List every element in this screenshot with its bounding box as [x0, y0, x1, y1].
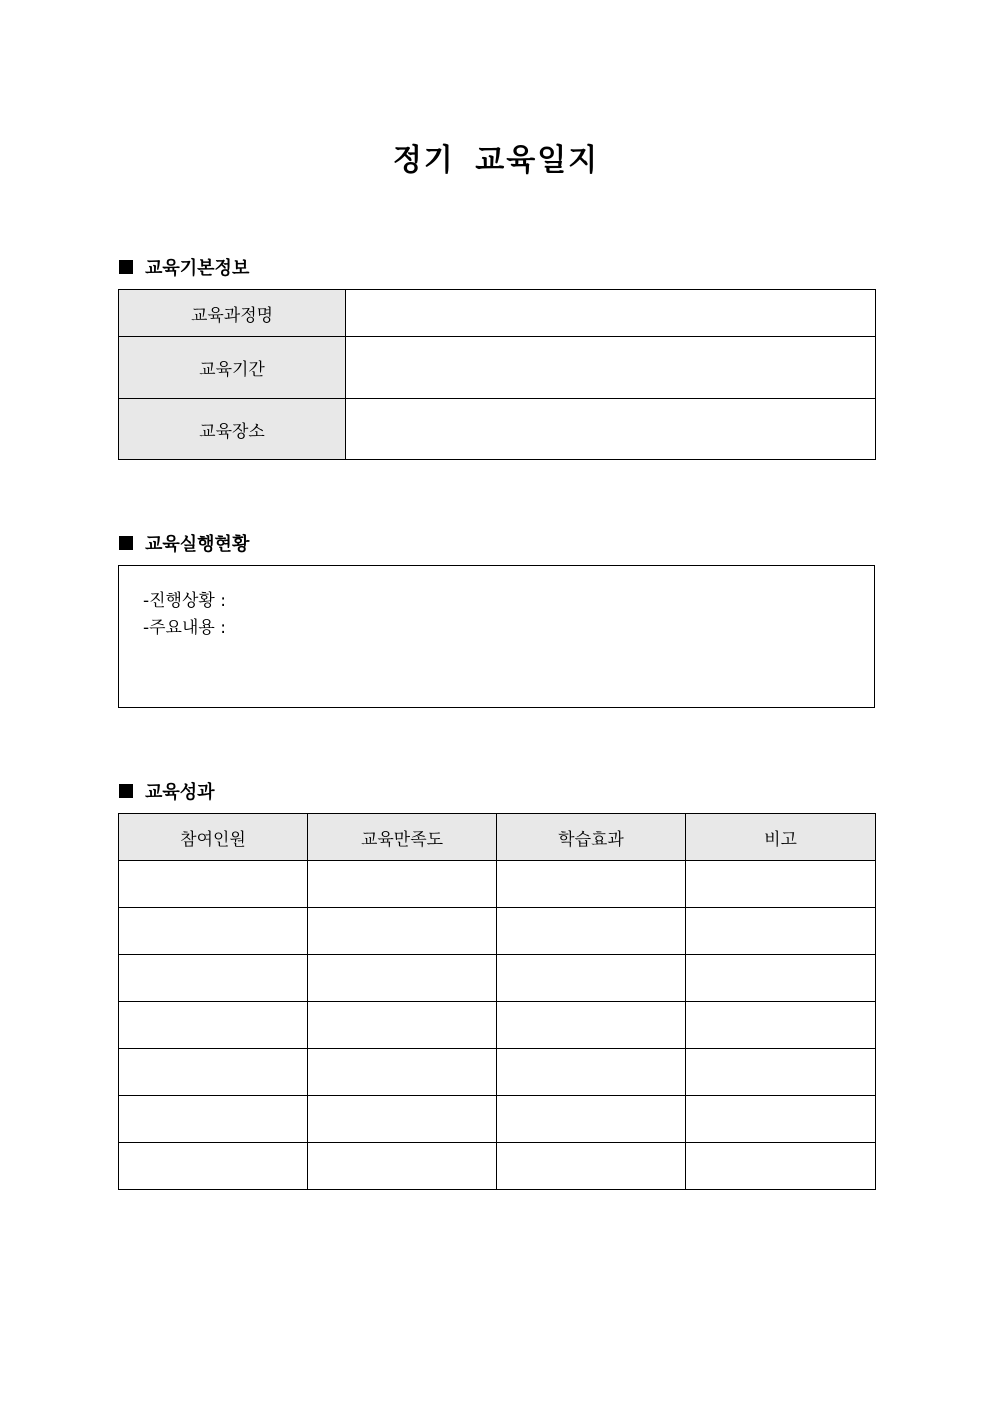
basic-info-row-period: [119, 337, 876, 399]
table-cell[interactable]: [119, 1049, 308, 1096]
basic-info-table: [118, 289, 876, 460]
table-cell[interactable]: [308, 1143, 497, 1190]
table-cell[interactable]: [119, 955, 308, 1002]
table-cell[interactable]: [686, 908, 876, 955]
progress-label: -진행상황 :: [143, 591, 226, 611]
table-cell[interactable]: [497, 861, 686, 908]
table-cell[interactable]: [308, 955, 497, 1002]
table-row: [119, 955, 876, 1002]
column-header-learning-effect: 학습효과: [497, 814, 686, 861]
table-cell[interactable]: [119, 1143, 308, 1190]
table-cell[interactable]: [497, 1143, 686, 1190]
table-cell[interactable]: [686, 1096, 876, 1143]
table-cell[interactable]: [686, 861, 876, 908]
table-row: [119, 1096, 876, 1143]
results-header-row: [119, 814, 876, 861]
table-cell[interactable]: [686, 1049, 876, 1096]
column-header-satisfaction: 교육만족도: [308, 814, 497, 861]
section-heading-label: 교육실행현황: [145, 534, 250, 555]
table-cell[interactable]: [119, 1096, 308, 1143]
table-cell[interactable]: [497, 908, 686, 955]
table-cell[interactable]: [308, 1049, 497, 1096]
basic-info-row-course: [119, 290, 876, 337]
table-row: [119, 1049, 876, 1096]
document-title: 정기 교육일지: [392, 143, 600, 178]
square-bullet-icon: [119, 784, 133, 798]
table-cell[interactable]: [497, 1096, 686, 1143]
table-cell[interactable]: [119, 1002, 308, 1049]
execution-box[interactable]: [118, 565, 875, 708]
square-bullet-icon: [119, 536, 133, 550]
section-heading-label: 교육성과: [145, 782, 215, 803]
period-label: 교육기간: [119, 337, 346, 399]
course-name-field[interactable]: [346, 290, 876, 337]
section-heading-execution: [119, 530, 249, 556]
location-label: 교육장소: [119, 399, 346, 460]
location-field[interactable]: [346, 399, 876, 460]
table-cell[interactable]: [686, 1002, 876, 1049]
results-table: [118, 813, 876, 1190]
table-cell[interactable]: [497, 1002, 686, 1049]
column-header-participants: 참여인원: [119, 814, 308, 861]
table-cell[interactable]: [686, 1143, 876, 1190]
table-row: [119, 908, 876, 955]
table-row: [119, 1143, 876, 1190]
table-cell[interactable]: [308, 861, 497, 908]
section-heading-label: 교육기본정보: [145, 258, 250, 279]
basic-info-row-location: [119, 399, 876, 460]
table-cell[interactable]: [497, 955, 686, 1002]
table-cell[interactable]: [308, 1096, 497, 1143]
table-cell[interactable]: [308, 1002, 497, 1049]
square-bullet-icon: [119, 260, 133, 274]
section-heading-basic-info: [119, 254, 249, 280]
course-name-label: 교육과정명: [119, 290, 346, 337]
table-cell[interactable]: [119, 908, 308, 955]
content-label: -주요내용 :: [143, 618, 226, 638]
table-row: [119, 861, 876, 908]
column-header-remarks: 비고: [686, 814, 876, 861]
table-cell[interactable]: [497, 1049, 686, 1096]
table-cell[interactable]: [119, 861, 308, 908]
table-cell[interactable]: [686, 955, 876, 1002]
section-heading-results: [119, 778, 215, 804]
table-cell[interactable]: [308, 908, 497, 955]
table-row: [119, 1002, 876, 1049]
period-field[interactable]: [346, 337, 876, 399]
